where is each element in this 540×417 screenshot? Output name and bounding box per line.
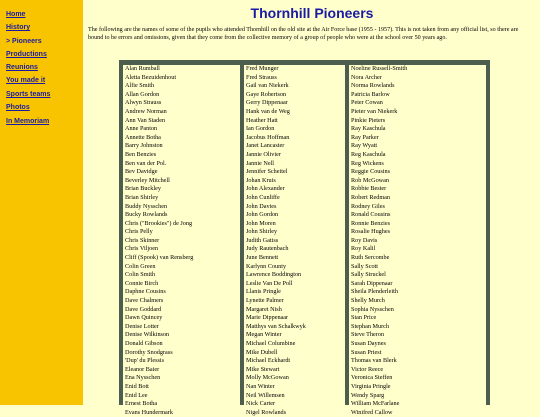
pioneer-name: Anne Panton: [125, 125, 158, 133]
pioneer-name: Denise Wilkinson: [125, 331, 170, 339]
pioneer-name: Ruth Sercombe: [351, 254, 390, 262]
pioneer-name: Buddy Nysschen: [125, 202, 168, 210]
pioneer-name: Annette Botha: [125, 133, 161, 141]
pioneer-name: Wendy Sparg: [351, 391, 385, 399]
pioneer-name: Winifred Callow: [351, 408, 393, 416]
pioneer-name: Beverley Mitchell: [125, 176, 170, 184]
pioneer-name: Pinkie Pieters: [351, 116, 386, 124]
pioneer-name: Patricia Barlow: [351, 90, 390, 98]
pioneer-name: Jannie Olivier: [246, 150, 281, 158]
pioneer-name: Sally Struckel: [351, 271, 386, 279]
pioneer-name: Rob McGowan: [351, 176, 389, 184]
nav-reunions[interactable]: Reunions: [6, 64, 38, 71]
pioneer-name: Veronica Steffen: [351, 374, 393, 382]
pioneer-name: Ben Benzies: [125, 150, 157, 158]
pioneer-name: Andrew Norman: [125, 107, 167, 115]
pioneer-name: John Cunliffe: [246, 193, 280, 201]
pioneer-name: Daphne Cousins: [125, 288, 166, 296]
pioneer-name: Chris ("Brookies") de Jong: [125, 219, 193, 227]
pioneer-name: John Shirley: [246, 228, 278, 236]
pioneer-name: Neil Willemsen: [246, 391, 285, 399]
pioneer-name: Colin Smith: [125, 271, 156, 279]
pioneer-name: Connie Birch: [125, 279, 159, 287]
pioneer-name: Evans Hundermark: [125, 408, 173, 416]
pioneer-name: Reg Wickens: [351, 159, 384, 167]
pioneer-name: Llanis Pringle: [246, 288, 281, 296]
sidebar-nav: [0, 0, 83, 405]
pioneer-name: Eleanor Baier: [125, 365, 160, 373]
nav-home[interactable]: Home: [6, 11, 26, 18]
pioneer-name: Sarah Dippenaar: [351, 279, 393, 287]
pioneer-name: Enid Bott: [125, 382, 149, 390]
pioneer-name: Lynette Palmer: [246, 297, 284, 305]
pioneer-name: Chris Viljoen: [125, 245, 159, 253]
pioneer-name: Enid Lee: [125, 391, 148, 399]
pioneer-name: Robbie Bester: [351, 185, 387, 193]
pioneer-name: Dorothy Snodgrass: [125, 348, 173, 356]
pioneer-name: Matthys van Schalkwyk: [246, 322, 306, 330]
pioneer-name: Roy Kalil: [351, 245, 376, 253]
pioneer-name: Judy Rautenbach: [246, 245, 289, 253]
pioneer-name: Noeline Russell-Smith: [351, 65, 408, 72]
pioneer-name: Donald Gibson: [125, 340, 163, 347]
pioneer-name: June Bennett: [246, 254, 279, 262]
pioneer-name: Dawn Quincey: [125, 314, 163, 322]
pioneer-name: Chris Skinner: [125, 236, 160, 244]
pioneer-name: 'Dup' du Plessis: [125, 357, 165, 365]
pioneer-name: Janet Lancaster: [246, 142, 285, 150]
pioneer-name: Colin Green: [125, 262, 156, 270]
pioneer-name: Dave Chalmers: [125, 297, 164, 305]
pioneer-name: Nick Carter: [246, 400, 276, 408]
pioneer-name: Victor Reece: [351, 365, 384, 373]
pioneer-name: Reggie Cousins: [351, 168, 391, 176]
pioneer-name: Norma Rowlands: [351, 82, 395, 90]
pioneer-name: Nan Winter: [246, 382, 275, 390]
pioneer-name: Bucky Rowlands: [125, 211, 168, 219]
pioneer-name: Ronnie Benzies: [351, 219, 391, 227]
pioneer-name: Peter Cowan: [351, 99, 383, 107]
pioneer-name: Ronald Cousins: [351, 211, 391, 219]
pioneer-name: Roy Davis: [351, 236, 378, 244]
pioneer-name: Michael Eckhardt: [246, 357, 291, 365]
pioneer-name: John Gordon: [246, 211, 279, 219]
names-column-2: [244, 65, 345, 416]
pioneer-name: Allan Gordon: [125, 90, 160, 98]
pioneer-name: Denise Lotter: [125, 322, 159, 330]
pioneer-name: Reg Kaschula: [351, 150, 386, 158]
pioneer-name: John Davies: [246, 202, 277, 210]
nav-photos[interactable]: Photos: [6, 104, 30, 111]
pioneer-name: Jennifer Scheitel: [246, 168, 288, 176]
pioneer-name: Judith Gatiss: [246, 236, 279, 244]
nav-sports-teams[interactable]: Sports teams: [6, 91, 51, 98]
pioneer-name: Stephan Murch: [351, 322, 389, 330]
pioneer-name: Brian Shirley: [125, 193, 159, 201]
pioneer-name: Ann Van Staden: [125, 116, 166, 124]
pioneer-name: Susan Daynes: [351, 340, 386, 347]
nav-you-made-it[interactable]: You made it: [6, 77, 46, 84]
pioneer-name: Ian Gordon: [246, 125, 275, 133]
pioneer-name: Lawrence Boddington: [246, 271, 302, 279]
pioneer-name: Nora Archer: [351, 73, 382, 81]
names-column-3: [349, 65, 486, 416]
pioneer-name: Bev Davidge: [125, 168, 158, 176]
pioneer-name: Marie Dippenaar: [246, 314, 289, 322]
pioneer-name: Chris Pelly: [125, 228, 153, 236]
intro-paragraph: The following are the names of some of the pupils who attended Thornhill on the old site at the Air Force base (1955 - 1957). This is not taken from any official list, so there are bound to be errors and omissions, given that they come from the collective memory of a group of people who were at the school over 50 years ago.: [88, 27, 519, 41]
pioneer-name: Brian Buckley: [125, 185, 161, 193]
pioneer-name: Sophia Nysschen: [351, 305, 394, 313]
pioneer-name: Rosalie Hughes: [351, 228, 391, 236]
pioneer-name: Shelly Murch: [351, 297, 385, 305]
pioneer-name: Mike Dubell: [246, 348, 278, 356]
pioneer-name: Mike Stewart: [246, 365, 280, 373]
pioneer-name: Barry Johnston: [125, 142, 163, 150]
pioneer-name: Ben van der Pol.: [125, 159, 167, 167]
nav-in-memoriam[interactable]: In Memoriam: [6, 118, 50, 125]
pioneer-name: Stan Price: [351, 314, 377, 322]
pioneer-name: Jannie Nell: [246, 159, 275, 167]
pioneer-name: Fred Strauss: [246, 73, 277, 81]
pioneer-name: Hank van de Weg: [246, 107, 290, 115]
pioneer-name: Steve Theron: [351, 331, 385, 339]
pioneer-name: Rodney Giles: [351, 202, 385, 210]
pioneer-name: Johan Kruis: [246, 176, 276, 184]
pioneer-name: Sheila Plenderleith: [351, 288, 398, 296]
nav-productions[interactable]: Productions: [6, 51, 47, 58]
pioneer-name: Leslie Van De Poll: [246, 279, 293, 287]
pioneer-name: Margaret Nish: [246, 305, 282, 313]
pioneer-name: Virginia Pringle: [351, 382, 391, 390]
pioneer-name: Thomas van Blerk: [351, 357, 397, 365]
pioneer-name: Jacobus Hoffman: [246, 133, 290, 141]
page-title: Thornhill Pioneers: [250, 5, 374, 21]
pioneer-name: Molly McGowan: [246, 374, 289, 382]
pioneer-name: Cliff (Spook) van Rensberg: [125, 254, 194, 262]
pioneer-name: Ray Kaschula: [351, 125, 386, 133]
pioneer-name: Alwyn Strauss: [125, 99, 162, 107]
pioneer-name: John Alexander: [246, 185, 285, 193]
names-column-1: [123, 65, 240, 416]
pioneer-name: Robert Redman: [351, 193, 391, 201]
pioneer-name: Ray Wyatt: [351, 142, 378, 150]
pioneer-name: Fred Munger: [246, 65, 279, 72]
pioneer-name: Gaye Robertson: [246, 90, 287, 98]
pioneer-name: Sally Scott: [351, 262, 378, 270]
pioneer-name: Dave Goddard: [125, 305, 162, 313]
pioneer-name: Heather Hatt: [246, 116, 278, 124]
pioneer-name: Karlynn County: [246, 262, 287, 270]
pioneer-name: Nigel Rowlands: [246, 408, 287, 416]
pioneer-name: Megan Winter: [246, 331, 282, 339]
nav-pioneers-current[interactable]: > Pioneers: [6, 38, 42, 45]
pioneer-name: Alan Rumball: [125, 65, 160, 72]
pioneer-name: John Moren: [246, 219, 276, 227]
pioneer-name: Ernest Botha: [125, 400, 158, 408]
pioneer-name: Alfie Smith: [125, 82, 155, 90]
pioneer-name: William McFarlane: [351, 400, 400, 408]
names-table: [119, 60, 490, 416]
pioneer-name: Ena Nysschen: [125, 374, 161, 382]
main-content: [84, 0, 540, 416]
nav-history[interactable]: History: [6, 24, 31, 31]
pioneer-name: Pieter van Niekerk: [351, 107, 398, 115]
pioneer-name: Ray Parker: [351, 133, 379, 141]
pioneer-name: Gail van Niekerk: [246, 82, 289, 90]
pioneer-name: Susan Priest: [351, 348, 382, 356]
pioneer-name: Gerry Dippenaar: [246, 99, 288, 107]
pioneer-name: Michael Columbine: [246, 340, 296, 347]
pioneer-name: Aletta Bezuidenhout: [125, 73, 177, 81]
